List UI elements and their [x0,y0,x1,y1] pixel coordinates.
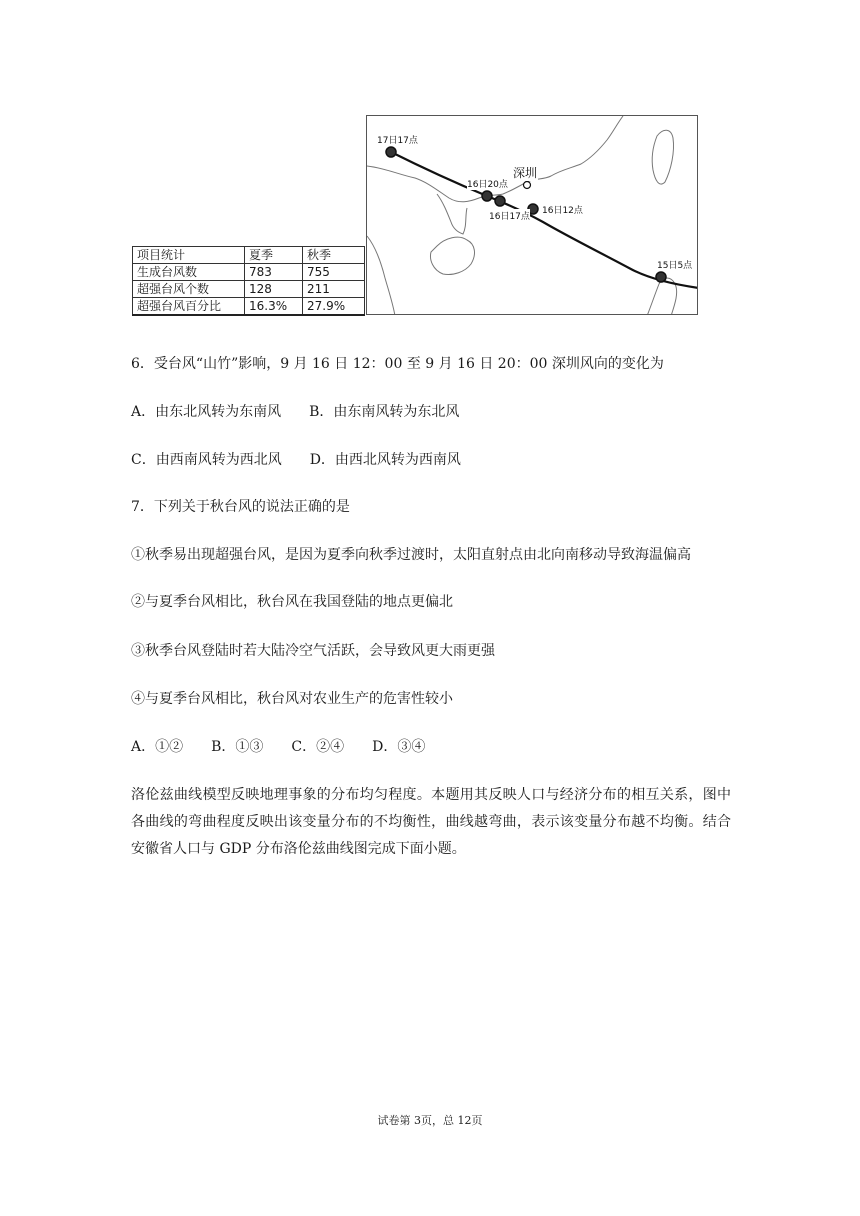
track-point-15d5h [656,272,666,282]
table-header-cell: 夏季 [245,247,303,264]
table-row [133,281,365,298]
typhoon-track-map [366,115,698,315]
q6-options-ab: A．由东北风转为东南风 B．由东南风转为东北风 [131,404,460,420]
table-cell: 生成台风数 [133,264,245,281]
page-footer: 试卷第 3页，总 12页 [377,1114,483,1127]
table-cell: 128 [245,281,303,298]
taiwan-island [652,130,673,184]
lorenz-passage: 洛伦兹曲线模型反映地理事象的分布均匀程度。本题用其反映人口与经济分布的相互关系，图中各曲线的弯曲程度反映出该变量分布的不均衡性，曲线越弯曲，表示该变量分布越不均衡。结合安徽省人口与 GDP 分布洛伦兹曲线图完成下面小题。 [131,787,731,857]
track-label-16d12h: 16日12点 [542,203,583,216]
track-label-16d17h: 16日17点 [489,209,530,222]
q7-item-1: ①秋季易出现超强台风，是因为夏季向秋季过渡时，太阳直射点由北向南移动导致海温偏高 [131,547,691,563]
q6-options-cd: C．由西南风转为西北风 D．由西北风转为西南风 [131,452,461,468]
table-cell: 超强台风百分比 [133,298,245,316]
table-cell: 211 [303,281,365,298]
track-point-16d17h [495,196,505,206]
q7-item-2: ②与夏季台风相比，秋台风在我国登陆的地点更偏北 [131,594,453,610]
track-label-16d20h: 16日20点 [467,177,508,190]
table-header-row [133,247,365,264]
table-cell: 超强台风个数 [133,281,245,298]
table-cell: 755 [303,264,365,281]
hainan-island [431,237,475,274]
table-row [133,298,365,316]
q7-options: A．①② B．①③ C．②④ D．③④ [131,739,426,755]
q7-stem: 7．下列关于秋台风的说法正确的是 [131,499,350,515]
table-cell: 16.3% [245,298,303,316]
q6-stem: 6．受台风“山竹”影响，9 月 16 日 12：00 至 9 月 16 日 20：00 深圳风向的变化为 [131,356,664,372]
city-label-shenzhen: 深圳 [513,166,538,180]
shenzhen-marker [524,182,531,189]
track-point-17d17h [386,147,396,157]
vietnam-coastline [367,236,395,315]
table-row [133,264,365,281]
typhoon-stat-table [132,246,365,316]
track-label-15d5h: 15日5点 [657,258,692,271]
track-label-17d17h: 17日17点 [377,133,418,146]
table-cell: 783 [245,264,303,281]
q7-item-3: ③秋季台风登陆时若大陆冷空气活跃，会导致风更大雨更强 [131,643,495,659]
table-header-cell: 项目统计 [133,247,245,264]
table-cell: 27.9% [303,298,365,316]
typhoon-track-line [391,152,698,288]
q7-item-4: ④与夏季台风相比，秋台风对农业生产的危害性较小 [131,691,453,707]
track-point-16d20h [482,191,492,201]
table-header-cell: 秋季 [303,247,365,264]
